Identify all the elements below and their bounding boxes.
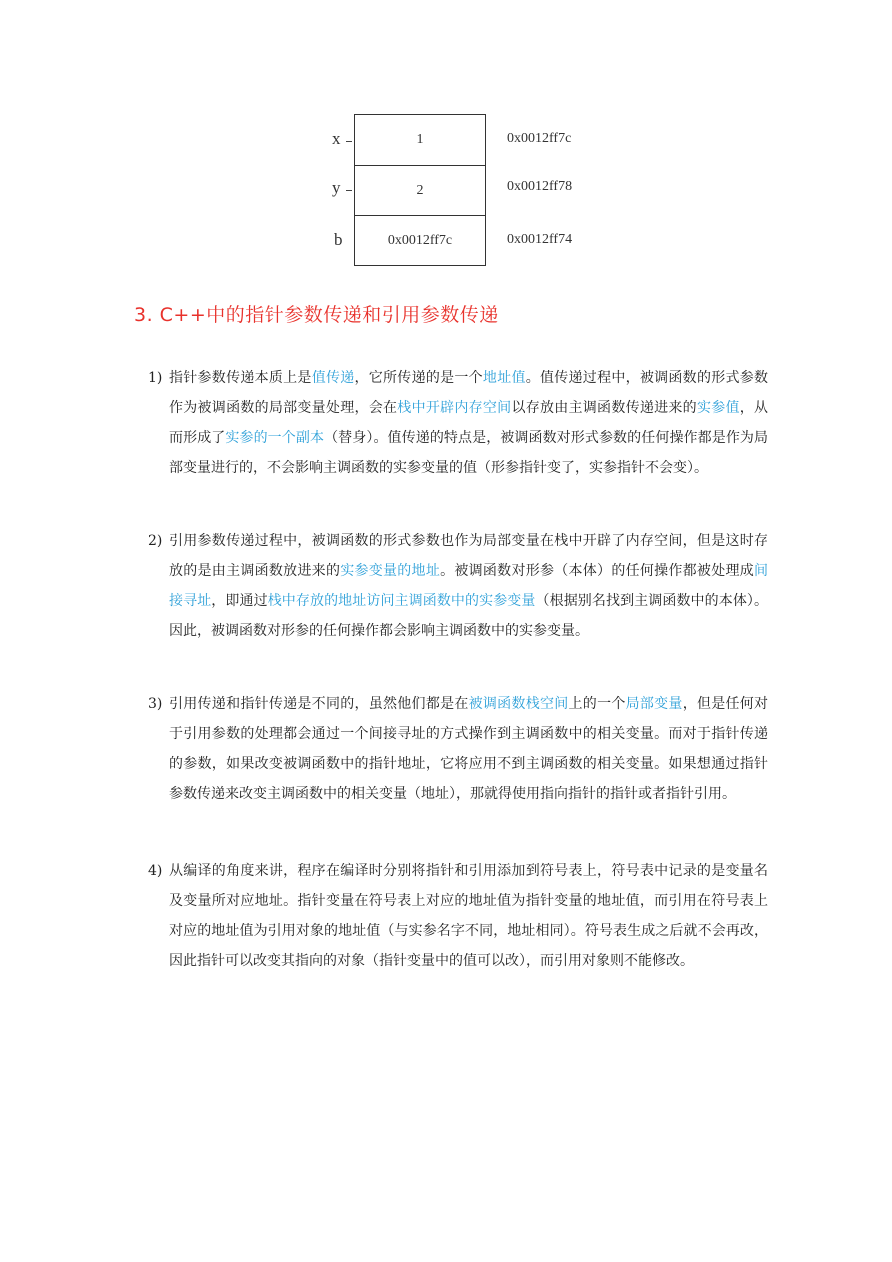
- item-text: [169, 526, 768, 646]
- list-item-2: [148, 526, 768, 646]
- highlighted-term: 地址值: [482, 370, 526, 386]
- highlighted-term: 间接寻址: [169, 563, 769, 609]
- highlighted-term: 实参变量的地址: [340, 563, 441, 579]
- text-segment: 上的一个: [568, 696, 626, 712]
- text-segment: 从编译的角度来讲，程序在编译时分别将指针和引用添加到符号表上，符号表中记录的是变量名及变量所对应地址。指针变量在符号表上对应的地址值为指针变量的地址值，而引用在符号表上对应的地址值为引用对象的地址值（与实参名字不同，地址相同）。符号表生成之后就不会再改，因此指针可以改变其指向的对象（指针变量中的值可以改），而引用对象则不能修改。: [169, 863, 768, 969]
- list-item-4: [148, 856, 768, 976]
- item-number: 4): [148, 863, 163, 879]
- memory-diagram: [320, 112, 620, 272]
- highlighted-term: 被调函数栈空间: [468, 696, 569, 712]
- text-segment: 。被调函数对形参（本体）的任何操作都被处理成: [440, 563, 755, 579]
- item-text: [169, 689, 768, 809]
- tick-x: [346, 141, 352, 142]
- memory-cell-b: 0x0012ff7c: [354, 215, 486, 266]
- address-y: 0x0012ff78: [507, 179, 573, 194]
- address-x: 0x0012ff7c: [507, 131, 572, 146]
- text-segment: 引用参数传递过程中，被调函数的形式参数也作为局部变量在栈中开辟了内存空间，但是这时存放的是由主调函数放进来的: [169, 533, 768, 579]
- highlighted-term: 实参值: [696, 400, 740, 416]
- text-segment: ，但是任何对于引用参数的处理都会通过一个间接寻址的方式操作到主调函数中的相关变量。而对于指针传递的参数，如果改变被调函数中的指针地址，它将应用不到主调函数的相关变量。如果想通过指针参数传递来改变主调函数中的相关变量（地址），那就得使用指向指针的指针或者指针引用。: [169, 696, 769, 802]
- var-label-b: b: [334, 230, 343, 249]
- item-text: [169, 363, 768, 483]
- highlighted-term: 栈中开辟内存空间: [397, 400, 512, 416]
- tick-y: [346, 190, 352, 191]
- text-segment: 以存放由主调函数传递进来的: [511, 400, 697, 416]
- text-segment: 引用传递和指针传递是不同的，虽然他们都是在: [169, 696, 469, 712]
- text-segment: （替身）。值传递的特点是，被调函数对形式参数的任何操作都是作为局部变量进行的，不会影响主调函数的实参变量的值（形参指针变了，实参指针不会变）。: [169, 430, 769, 476]
- item-text: [169, 856, 768, 976]
- list-item-3: [148, 689, 768, 809]
- text-segment: ，从而形成了: [169, 400, 769, 446]
- highlighted-term: 实参的一个副本: [225, 430, 325, 446]
- item-number: 1): [148, 370, 163, 386]
- var-label-y: y: [332, 178, 341, 197]
- section-heading: 3. C++中的指针参数传递和引用参数传递: [134, 304, 499, 326]
- memory-cell-y: 2: [354, 165, 486, 216]
- text-segment: 。值传递过程中，被调函数的形式参数作为被调函数的局部变量处理，会在: [169, 370, 769, 416]
- text-segment: ，它所传递的是一个: [354, 370, 483, 386]
- item-number: 3): [148, 696, 163, 712]
- highlighted-term: 局部变量: [625, 696, 683, 712]
- address-b: 0x0012ff74: [507, 232, 573, 247]
- item-number: 2): [148, 533, 163, 549]
- list-item-1: [148, 363, 768, 483]
- highlighted-term: 值传递: [311, 370, 355, 386]
- text-segment: 指针参数传递本质上是: [169, 370, 312, 386]
- var-label-x: x: [332, 129, 341, 148]
- text-segment: （根据别名找到主调函数中的本体）。因此，被调函数对形参的任何操作都会影响主调函数中的实参变量。: [169, 593, 769, 639]
- highlighted-term: 栈中存放的地址访问主调函数中的实参变量: [267, 593, 536, 609]
- text-segment: ，即通过: [211, 593, 268, 609]
- memory-cell-x: 1: [354, 114, 486, 166]
